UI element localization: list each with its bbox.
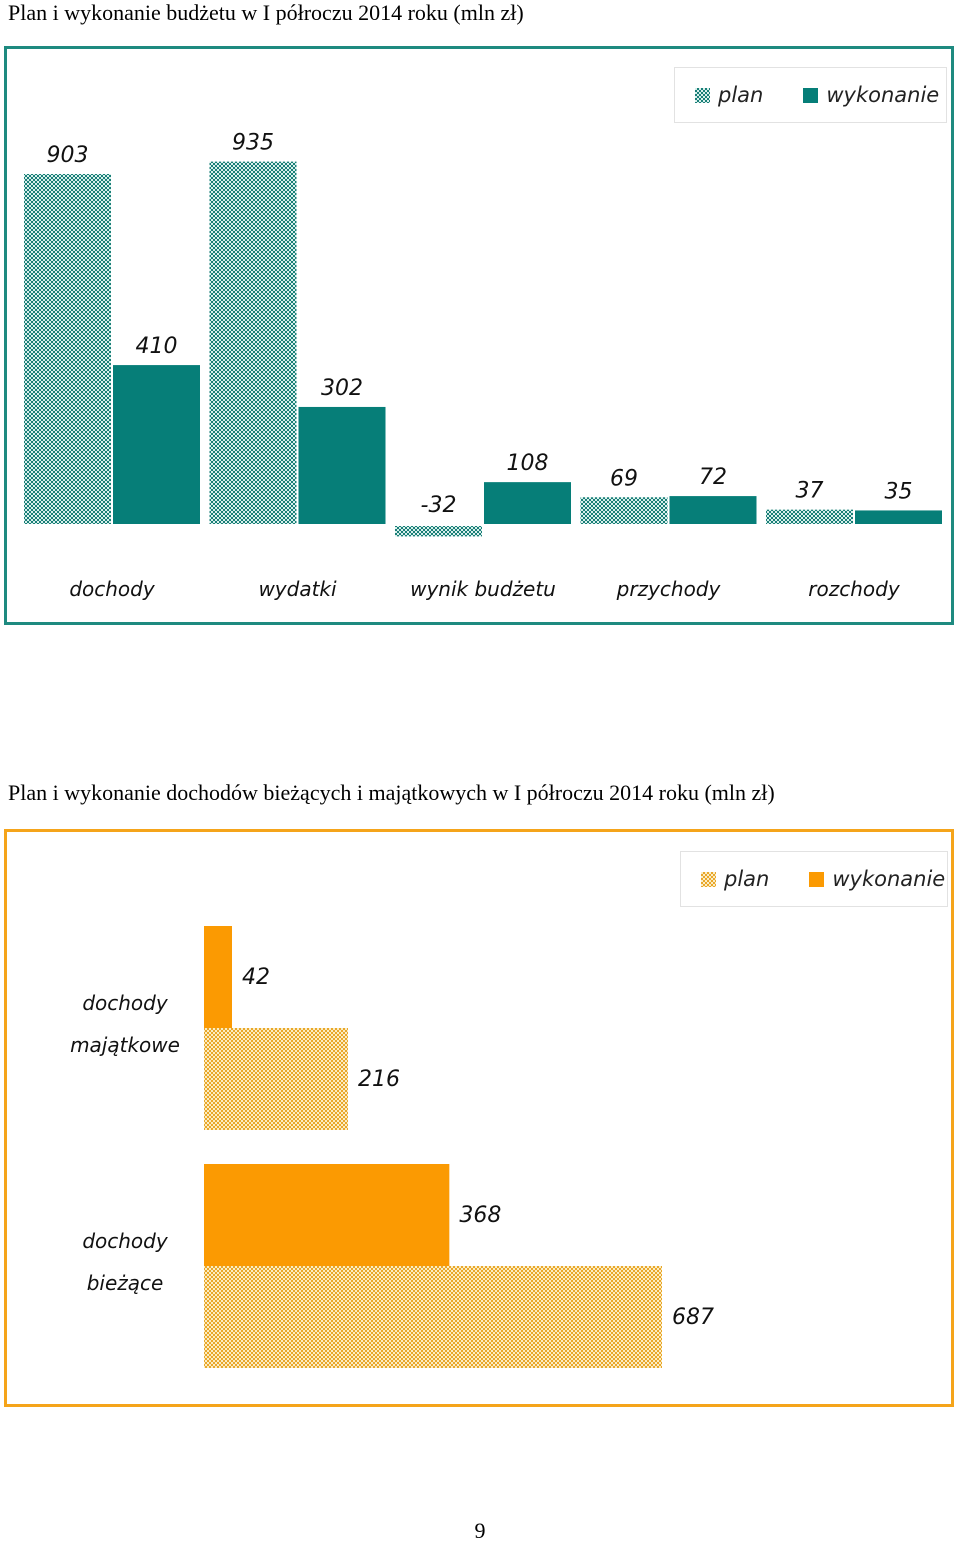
revenue-chart <box>4 829 954 1407</box>
data-label-plan-wydatki: 935 <box>232 130 274 156</box>
legend-swatch-execution <box>803 88 818 103</box>
legend-item-plan <box>701 867 769 891</box>
revenue-chart-plot <box>7 832 951 1404</box>
legend-label-execution: wykonanie <box>826 83 940 107</box>
budget-chart-plot <box>7 49 951 622</box>
data-label-plan-dochody-maj-tkowe: 216 <box>358 1067 400 1092</box>
bar-plan-dochody-maj-tkowe <box>204 1028 348 1130</box>
x-tick-label-rozchody: rozchody <box>808 577 900 601</box>
y-tick-label-dochody-bie-ce-line1: dochody <box>82 1229 168 1253</box>
budget-chart-title: Plan i wykonanie budżetu w I półroczu 2014 roku (mln zł) <box>8 0 524 25</box>
data-label-wykonanie-dochody-maj-tkowe: 42 <box>242 965 270 990</box>
bar-plan-wydatki <box>210 162 297 524</box>
bar-wykonanie-dochody-bie-ce <box>204 1164 449 1266</box>
data-label-wykonanie-przychody: 72 <box>699 465 727 491</box>
data-label-plan-przychody: 69 <box>610 466 638 492</box>
bar-plan-wynik-bud-etu <box>395 526 482 536</box>
legend-swatch-plan <box>695 88 710 103</box>
legend-item-plan <box>695 83 763 107</box>
bar-plan-przychody <box>581 497 668 524</box>
bar-wykonanie-wynik-bud-etu <box>484 482 571 524</box>
legend-swatch-execution <box>809 872 824 887</box>
page-number: 9 <box>474 1518 486 1543</box>
bar-wykonanie-wydatki <box>299 407 386 524</box>
revenue-chart-title: Plan i wykonanie dochodów bieżących i majątkowych w I półroczu 2014 roku (mln zł) <box>8 780 775 805</box>
data-label-plan-rozchody: 37 <box>795 478 824 504</box>
data-label-wykonanie-dochody: 410 <box>135 334 178 360</box>
legend-item-execution <box>803 83 939 107</box>
legend-label-execution: wykonanie <box>832 867 946 891</box>
revenue-chart-legend <box>680 851 948 907</box>
x-tick-label-przychody: przychody <box>616 577 721 601</box>
x-tick-label-wydatki: wydatki <box>258 577 337 601</box>
bar-plan-dochody-bie-ce <box>204 1266 662 1368</box>
bar-wykonanie-przychody <box>670 496 757 524</box>
data-label-plan-dochody: 903 <box>46 143 89 168</box>
bar-plan-dochody <box>24 174 111 524</box>
budget-chart <box>4 46 954 625</box>
data-label-plan-dochody-bie-ce: 687 <box>672 1305 714 1330</box>
bar-wykonanie-rozchody <box>855 510 942 524</box>
y-tick-label-dochody-maj-tkowe-line2: majątkowe <box>70 1033 180 1057</box>
y-tick-label-dochody-maj-tkowe-line1: dochody <box>82 991 168 1015</box>
y-tick-label-dochody-bie-ce-line2: bieżące <box>86 1271 164 1295</box>
data-label-wykonanie-rozchody: 35 <box>884 479 913 505</box>
data-label-wykonanie-wynik-bud-etu: 108 <box>506 451 549 477</box>
legend-swatch-plan <box>701 872 716 887</box>
budget-chart-legend <box>674 67 947 123</box>
legend-label-plan: plan <box>724 867 770 891</box>
data-label-wykonanie-dochody-bie-ce: 368 <box>459 1203 502 1228</box>
data-label-wykonanie-wydatki: 302 <box>321 375 363 401</box>
x-tick-label-dochody: dochody <box>69 577 155 601</box>
x-tick-label-wynik-bud-etu: wynik budżetu <box>410 577 556 601</box>
legend-label-plan: plan <box>718 83 764 107</box>
bar-wykonanie-dochody-maj-tkowe <box>204 926 232 1028</box>
data-label-plan-wynik-bud-etu: -32 <box>420 493 457 518</box>
bar-plan-rozchody <box>766 510 853 524</box>
legend-item-execution <box>809 867 945 891</box>
bar-wykonanie-dochody <box>113 365 200 524</box>
